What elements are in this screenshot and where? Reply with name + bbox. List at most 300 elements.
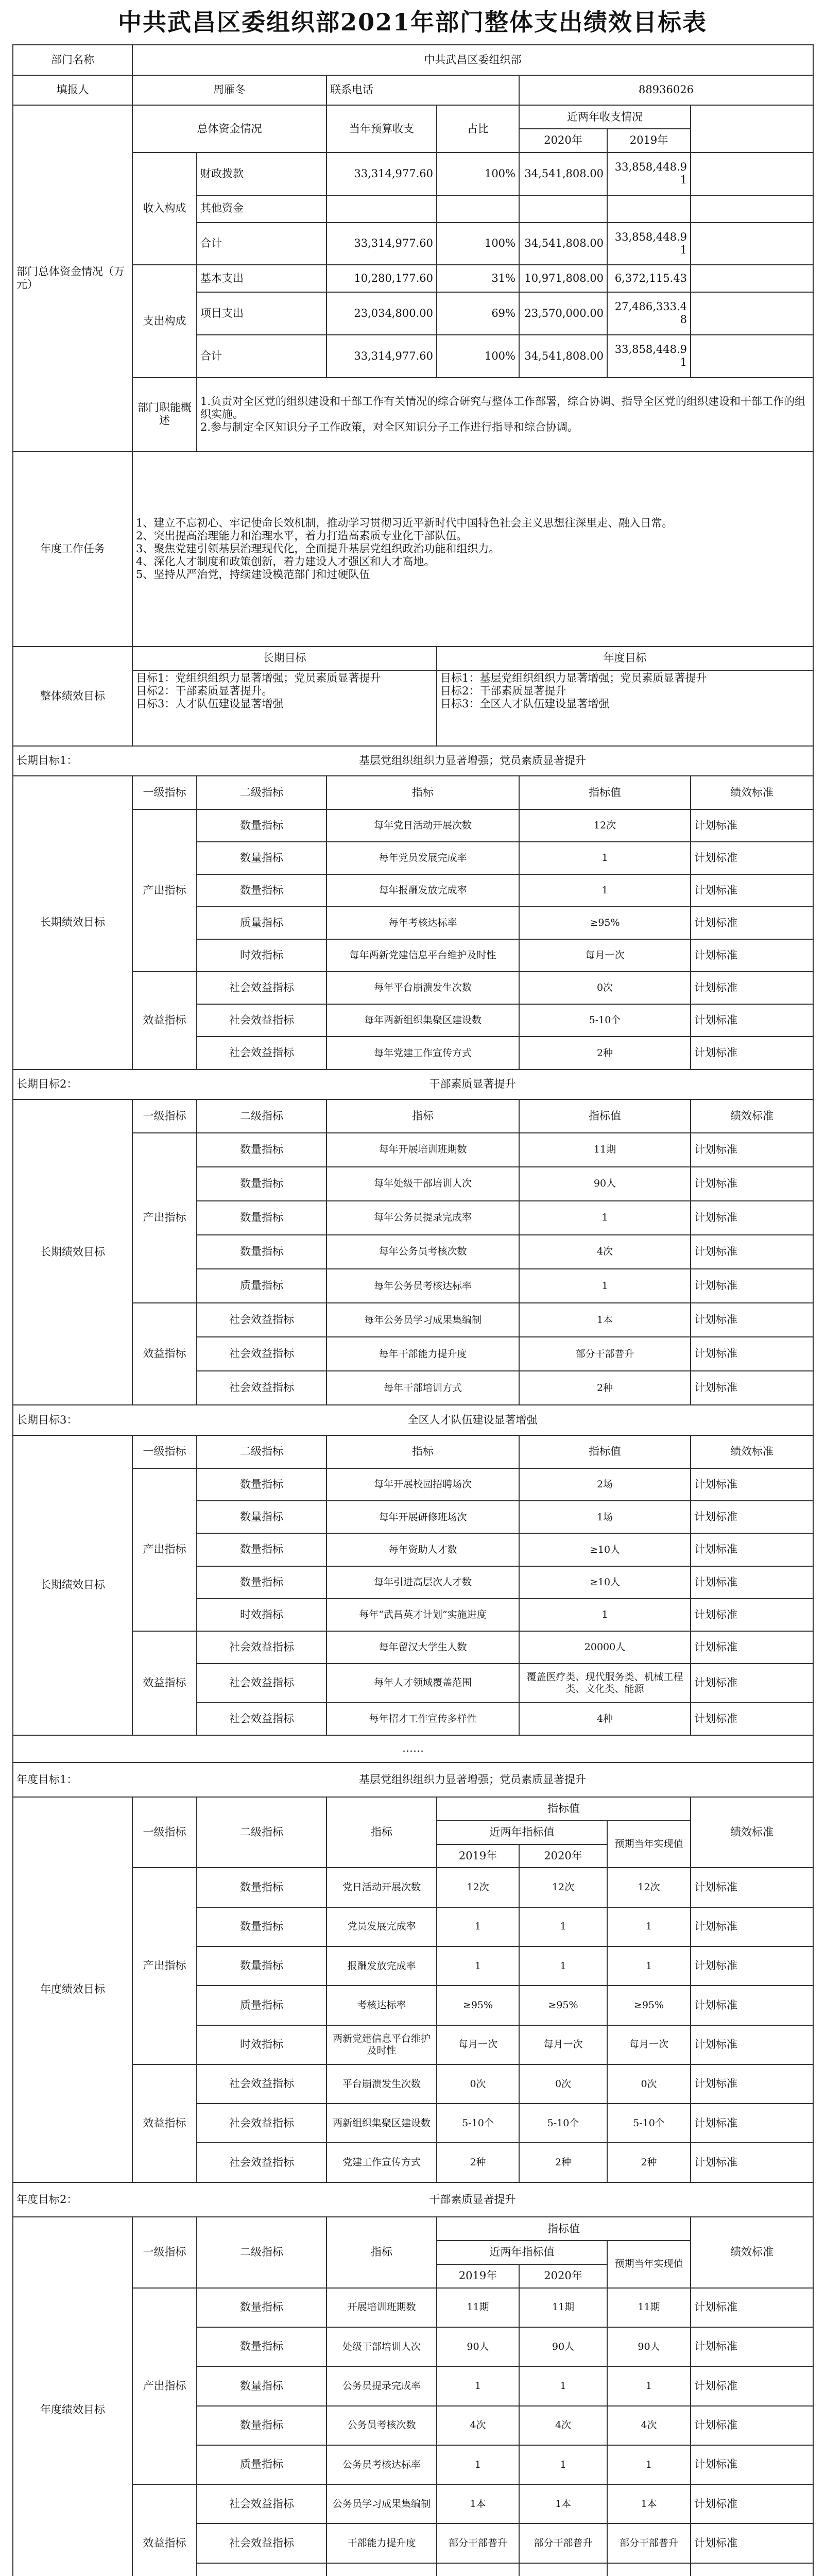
goal-label: 长期目标2：: [13, 1070, 132, 1100]
expected-header: 预期当年实现值: [607, 2241, 691, 2288]
goal-title: 干部素质显著提升: [132, 2182, 813, 2217]
value-header: 指标值: [437, 2217, 691, 2241]
level1-header: 一级指标: [132, 1797, 197, 1868]
table-row: [13, 1762, 813, 1798]
value-cell: 4次: [519, 1235, 691, 1269]
level2-cell: 质量指标: [197, 1269, 326, 1303]
indicator-cell: 每年“武昌英才计划”实施进度: [326, 1599, 519, 1631]
standard-cell: 计划标准: [691, 1501, 813, 1533]
value-2019: 1: [437, 2445, 519, 2484]
text-line: 目标2：干部素质显著提升: [440, 684, 566, 697]
value-2019: 1本: [437, 2484, 519, 2523]
indicator-cell: 每年引进高层次人才数: [326, 1566, 519, 1599]
indicator-cell: 党日活动开展次数: [326, 1868, 437, 1907]
standard-cell: 计划标准: [691, 1133, 813, 1167]
empty-cell: [691, 292, 813, 335]
value-2019: 4次: [437, 2406, 519, 2445]
goal-title: 基层党组织组织力显著增强；党员素质显著提升: [132, 746, 813, 776]
indicator-cell: 每年党员发展完成率: [326, 842, 519, 874]
goal-title: 干部素质显著提升: [132, 1070, 813, 1100]
value-cell: 1: [519, 1201, 691, 1235]
goal-title: 基层党组织组织力显著增强；党员素质显著提升: [132, 1762, 813, 1798]
value-header: 指标值: [519, 1435, 691, 1469]
value-2019: 部分干部普升: [437, 2523, 519, 2563]
indicator-header: 指标: [326, 776, 519, 809]
value-2019: 每月一次: [437, 2025, 519, 2064]
table-row: [13, 1435, 813, 1469]
indicator-cell: 每年公务员学习成果集编制: [326, 1303, 519, 1337]
level2-cell: 数量指标: [197, 1201, 326, 1235]
fund-budget: 33,314,977.60: [326, 223, 437, 265]
standard-cell: 计划标准: [691, 2523, 813, 2563]
level2-cell: 社会效益指标: [197, 1004, 326, 1037]
table-row: [13, 1099, 813, 1133]
level2-cell: 数量指标: [197, 1167, 326, 1201]
value-cell: 1本: [519, 1303, 691, 1337]
indicator-header: 指标: [326, 1435, 519, 1469]
value-cell: 0次: [519, 972, 691, 1004]
fund-2020: 34,541,808.00: [519, 152, 607, 195]
value-cell: 1: [519, 1599, 691, 1631]
table-row: [13, 265, 813, 292]
standard-cell: 计划标准: [691, 1599, 813, 1631]
annual-goal-header: 年度目标: [437, 647, 813, 670]
text-line: 目标1：党组织组织力显著增强；党员素质显著提升: [136, 671, 381, 684]
level2-cell: 社会效益指标: [197, 1303, 326, 1337]
indicator-cell: 两新组织集聚区建设数: [326, 2104, 437, 2143]
fund-2019: 33,858,448.91: [607, 335, 691, 378]
standard-cell: 计划标准: [691, 2445, 813, 2484]
value-2020: 每月一次: [519, 2025, 607, 2064]
table-row: [13, 809, 813, 842]
fund-2019: 6,372,115.43: [607, 265, 691, 292]
value-2020: 1: [519, 1946, 607, 1986]
value-cell: 90人: [519, 1167, 691, 1201]
funds-overall-header: 总体资金情况: [132, 105, 326, 152]
value-2020: 部分干部普升: [519, 2523, 607, 2563]
text-line: 目标1：基层党组织组织力显著增强；党员素质显著提升: [440, 671, 707, 684]
text-line: 目标2：干部素质显著提升。: [136, 684, 273, 697]
table-row: [13, 972, 813, 1004]
level2-cell: 社会效益指标: [197, 1664, 326, 1703]
value-cell: 部分干部普升: [519, 1337, 691, 1371]
indicator-cell: [326, 2563, 437, 2576]
level2-cell: 数量指标: [197, 1468, 326, 1501]
value-header: 指标值: [519, 1099, 691, 1133]
indicator-cell: 两新党建信息平台维护及时性: [326, 2025, 437, 2064]
indicator-cell: 每年处级干部培训人次: [326, 1167, 519, 1201]
level2-cell: 社会效益指标: [197, 972, 326, 1004]
duties-text: [197, 378, 813, 452]
value-2020: 11期: [519, 2288, 607, 2327]
indicator-cell: 每年留汉大学生人数: [326, 1631, 519, 1664]
fund-budget: 10,280,177.60: [326, 265, 437, 292]
fund-2020: [519, 195, 607, 223]
table-row: [13, 2182, 813, 2217]
level2-header: 二级指标: [197, 1435, 326, 1469]
level2-cell: 社会效益指标: [197, 1371, 326, 1405]
value-2020: 90人: [519, 2327, 607, 2366]
table-row: [13, 2217, 813, 2241]
table-row: [13, 1303, 813, 1337]
indicator-cell: 每年干部能力提升度: [326, 1337, 519, 1371]
goal-label: 年度目标1：: [13, 1762, 132, 1798]
empty-cell: [691, 265, 813, 292]
fund-2020: 10,971,808.00: [519, 265, 607, 292]
indicator-cell: 每年开展研修班场次: [326, 1501, 519, 1533]
recent-values-header: 近两年指标值: [437, 1821, 607, 1844]
fund-2020: 23,570,000.00: [519, 292, 607, 335]
text-line: 目标3：人才队伍建设显著增强: [136, 698, 284, 710]
table-row: [13, 45, 813, 75]
standard-cell: 计划标准: [691, 2143, 813, 2182]
table-row: [13, 776, 813, 809]
value-expected: 每月一次: [607, 2025, 691, 2064]
fund-2019: 27,486,333.48: [607, 292, 691, 335]
standard-cell: 计划标准: [691, 1303, 813, 1337]
long-goal-list: [132, 670, 437, 746]
fund-ratio: 100%: [437, 335, 519, 378]
table-row: [13, 1468, 813, 1501]
value-expected: 1: [607, 2366, 691, 2405]
standard-cell: 计划标准: [691, 1631, 813, 1664]
level2-cell: 数量指标: [197, 1566, 326, 1599]
fund-budget: 23,034,800.00: [326, 292, 437, 335]
level2-cell: 社会效益指标: [197, 2064, 326, 2104]
output-indicator-label: 产出指标: [132, 1868, 197, 2064]
fund-ratio: 100%: [437, 223, 519, 265]
level2-cell: 数量指标: [197, 2406, 326, 2445]
level2-cell: 社会效益指标: [197, 1703, 326, 1735]
text-line: 1.负责对全区党的组织建设和干部工作有关情况的综合研究与整体工作部署，综合协调、指导全区党的组织建设和干部工作的组织实施。: [200, 395, 806, 420]
standard-cell: 计划标准: [691, 1533, 813, 1566]
standard-cell: 计划标准: [691, 1703, 813, 1735]
fund-item-name: 其他资金: [197, 195, 326, 223]
table-row: [13, 647, 813, 670]
standard-cell: 计划标准: [691, 939, 813, 972]
output-indicator-label: 产出指标: [132, 809, 197, 972]
fund-2020: 34,541,808.00: [519, 335, 607, 378]
fund-budget: 33,314,977.60: [326, 152, 437, 195]
value-cell: 5-10个: [519, 1004, 691, 1037]
text-line: 1、建立不忘初心、牢记使命长效机制，推动学习贯彻习近平新时代中国特色社会主义思想往深里走、融入日常。: [136, 516, 673, 529]
value-2019: 5-10个: [437, 2104, 519, 2143]
value-2019: 1: [437, 2366, 519, 2405]
dept-value: 中共武昌区委组织部: [132, 45, 813, 75]
year-2019-header: 2019年: [437, 1844, 519, 1868]
standard-header: 绩效标准: [691, 776, 813, 809]
table-row: [13, 152, 813, 195]
standard-cell: 计划标准: [691, 1371, 813, 1405]
indicator-cell: 公务员考核达标率: [326, 2445, 437, 2484]
fund-ratio: 100%: [437, 152, 519, 195]
level2-header: 二级指标: [197, 1797, 326, 1868]
overall-goals-label: 整体绩效目标: [13, 647, 132, 746]
standard-cell: 计划标准: [691, 2366, 813, 2405]
empty-cell: [691, 152, 813, 195]
fund-item-name: 基本支出: [197, 265, 326, 292]
value-2020: 2种: [519, 2143, 607, 2182]
indicator-cell: 每年两新党建信息平台维护及时性: [326, 939, 519, 972]
standard-cell: [691, 2563, 813, 2576]
indicator-cell: 每年平台崩溃发生次数: [326, 972, 519, 1004]
standard-header: 绩效标准: [691, 1099, 813, 1133]
output-indicator-label: 产出指标: [132, 1133, 197, 1303]
table-row: [13, 1797, 813, 1821]
value-cell: 1: [519, 842, 691, 874]
value-cell: ≥10人: [519, 1566, 691, 1599]
funds-label: 部门总体资金情况（万元）: [13, 105, 132, 451]
goal-label: 长期目标1：: [13, 746, 132, 776]
expense-label: 支出构成: [132, 265, 197, 377]
empty-cell: [691, 335, 813, 378]
table-row: [13, 378, 813, 452]
long-perf-label: 长期绩效目标: [13, 776, 132, 1069]
level2-cell: 数量指标: [197, 1235, 326, 1269]
indicator-cell: 每年人才领域覆盖范围: [326, 1664, 519, 1703]
value-2020: 5-10个: [519, 2104, 607, 2143]
page-title: 中共武昌区委组织部2021年部门整体支出绩效目标表: [117, 8, 708, 36]
value-cell: 覆盖医疗类、现代服务类、机械工程类、文化类、能源: [519, 1664, 691, 1703]
value-2019: 2种: [437, 2143, 519, 2182]
table-row: [13, 451, 813, 647]
level1-header: 一级指标: [132, 1435, 197, 1469]
fund-item-name: 项目支出: [197, 292, 326, 335]
table-row: [13, 2288, 813, 2327]
value-2019: [437, 2563, 519, 2576]
level2-cell: 质量指标: [197, 1986, 326, 2025]
fund-budget: 33,314,977.60: [326, 335, 437, 378]
level2-cell: 社会效益指标: [197, 2523, 326, 2563]
fund-budget: [326, 195, 437, 223]
value-cell: 2种: [519, 1037, 691, 1069]
value-expected: 1: [607, 2445, 691, 2484]
indicator-cell: 报酬发放完成率: [326, 1946, 437, 1986]
value-expected: 12次: [607, 1868, 691, 1907]
indicator-cell: 每年报酬发放完成率: [326, 874, 519, 907]
level2-cell: 社会效益指标: [197, 1337, 326, 1371]
benefit-indicator-label: 效益指标: [132, 2484, 197, 2576]
duties-label: 部门职能概述: [132, 378, 197, 452]
indicator-cell: 干部能力提升度: [326, 2523, 437, 2563]
standard-cell: 计划标准: [691, 1664, 813, 1703]
indicator-cell: 每年公务员提录完成率: [326, 1201, 519, 1235]
year-2019-header: 2019年: [437, 2264, 519, 2288]
filler-label: 填报人: [13, 75, 132, 106]
table-row: [13, 746, 813, 776]
level1-header: 一级指标: [132, 776, 197, 809]
standard-cell: 计划标准: [691, 1468, 813, 1501]
funds-ratio-header: 占比: [437, 105, 519, 152]
output-indicator-label: 产出指标: [132, 1468, 197, 1631]
indicator-cell: 每年开展校园招聘场次: [326, 1468, 519, 1501]
level2-cell: 质量指标: [197, 2445, 326, 2484]
empty-cell: [691, 223, 813, 265]
table-row: [13, 1405, 813, 1435]
standard-cell: 计划标准: [691, 1566, 813, 1599]
ellipsis: ……: [13, 1735, 813, 1762]
indicator-cell: 每年考核达标率: [326, 907, 519, 939]
value-cell: ≥10人: [519, 1533, 691, 1566]
standard-cell: 计划标准: [691, 1907, 813, 1946]
year-2019: 2019年: [607, 129, 691, 152]
long-goal-header: 长期目标: [132, 647, 437, 670]
indicator-cell: 党建工作宣传方式: [326, 2143, 437, 2182]
indicator-header: 指标: [326, 1797, 437, 1868]
text-line: 目标3：全区人才队伍建设显著增强: [440, 698, 610, 710]
value-expected: 90人: [607, 2327, 691, 2366]
level2-cell: 数量指标: [197, 874, 326, 907]
value-expected: 4次: [607, 2406, 691, 2445]
fund-2019: [607, 195, 691, 223]
value-2019: 1: [437, 1946, 519, 1986]
value-cell: 1: [519, 874, 691, 907]
standard-cell: 计划标准: [691, 1201, 813, 1235]
indicator-header: 指标: [326, 1099, 519, 1133]
standard-cell: 计划标准: [691, 1037, 813, 1069]
fund-ratio: [437, 195, 519, 223]
level2-cell: 数量指标: [197, 1533, 326, 1566]
standard-cell: 计划标准: [691, 2327, 813, 2366]
value-expected: 1: [607, 1946, 691, 1986]
value-2020: [519, 2563, 607, 2576]
benefit-indicator-label: 效益指标: [132, 972, 197, 1069]
table-row: [13, 2484, 813, 2523]
level2-cell: 时效指标: [197, 939, 326, 972]
level2-cell: 数量指标: [197, 1946, 326, 1986]
text-line: 5、坚持从严治党，持续建设模范部门和过硬队伍: [136, 568, 370, 581]
value-cell: 2种: [519, 1371, 691, 1405]
indicator-cell: 每年公务员考核达标率: [326, 1269, 519, 1303]
empty-cell: [691, 105, 813, 152]
annual-perf-label: 年度绩效目标: [13, 2217, 132, 2576]
indicator-cell: 每年党日活动开展次数: [326, 809, 519, 842]
indicator-cell: 每年开展培训班期数: [326, 1133, 519, 1167]
indicator-cell: 党员发展完成率: [326, 1907, 437, 1946]
standard-cell: 计划标准: [691, 842, 813, 874]
level2-cell: 社会效益指标: [197, 2484, 326, 2523]
goal-title: 全区人才队伍建设显著增强: [132, 1405, 813, 1435]
indicator-cell: 每年公务员考核次数: [326, 1235, 519, 1269]
value-expected: 5-10个: [607, 2104, 691, 2143]
standard-cell: 计划标准: [691, 1946, 813, 1986]
value-2020: 1: [519, 1907, 607, 1946]
level1-header: 一级指标: [132, 2217, 197, 2287]
level2-cell: 数量指标: [197, 1907, 326, 1946]
table-row: [13, 105, 813, 129]
level2-cell: 社会效益指标: [197, 2104, 326, 2143]
indicator-cell: 每年两新组织集聚区建设数: [326, 1004, 519, 1037]
table-row: [13, 1070, 813, 1100]
indicator-cell: 公务员提录完成率: [326, 2366, 437, 2405]
standard-cell: 计划标准: [691, 2288, 813, 2327]
value-expected: ≥95%: [607, 1986, 691, 2025]
value-cell: 1场: [519, 1501, 691, 1533]
indicator-cell: 平台崩溃发生次数: [326, 2064, 437, 2104]
value-expected: 1本: [607, 2484, 691, 2523]
indicator-cell: 公务员考核次数: [326, 2406, 437, 2445]
annual-goal-list: [437, 670, 813, 746]
value-cell: 20000人: [519, 1631, 691, 1664]
indicator-cell: 每年党建工作宣传方式: [326, 1037, 519, 1069]
standard-cell: 计划标准: [691, 1004, 813, 1037]
level2-cell: 数量指标: [197, 842, 326, 874]
recent-values-header: 近两年指标值: [437, 2241, 607, 2264]
funds-budget-header: 当年预算收支: [326, 105, 437, 152]
indicator-cell: 公务员学习成果集编制: [326, 2484, 437, 2523]
value-2019: 0次: [437, 2064, 519, 2104]
level2-cell: 数量指标: [197, 2366, 326, 2405]
year-2020: 2020年: [519, 129, 607, 152]
value-2019: 12次: [437, 1868, 519, 1907]
standard-cell: 计划标准: [691, 809, 813, 842]
tasks-label: 年度工作任务: [13, 451, 132, 647]
value-2020: 1本: [519, 2484, 607, 2523]
table-row: [13, 1631, 813, 1664]
value-2020: 4次: [519, 2406, 607, 2445]
indicator-cell: 开展培训班期数: [326, 2288, 437, 2327]
text-line: 4、深化人才制度和政策创新，着力建设人才强区和人才高地。: [136, 555, 435, 568]
long-perf-label: 长期绩效目标: [13, 1435, 132, 1735]
level2-cell: 社会效益指标: [197, 2143, 326, 2182]
indicator-cell: 考核达标率: [326, 1986, 437, 2025]
expected-header: 预期当年实现值: [607, 1821, 691, 1868]
table-row: [13, 1133, 813, 1167]
value-expected: [607, 2563, 691, 2576]
level2-cell: 数量指标: [197, 1868, 326, 1907]
value-2019: 11期: [437, 2288, 519, 2327]
value-cell: 每月一次: [519, 939, 691, 972]
year-2020-header: 2020年: [519, 1844, 607, 1868]
indicator-cell: 每年招才工作宣传多样性: [326, 1703, 519, 1735]
table-row: [13, 2064, 813, 2104]
level1-header: 一级指标: [132, 1099, 197, 1133]
table-row: [13, 1735, 813, 1762]
standard-cell: 计划标准: [691, 874, 813, 907]
fund-2019: 33,858,448.91: [607, 223, 691, 265]
standard-header: 绩效标准: [691, 2217, 813, 2287]
value-expected: 1: [607, 1907, 691, 1946]
phone-label: 联系电话: [326, 75, 519, 106]
standard-cell: 计划标准: [691, 1337, 813, 1371]
standard-cell: 计划标准: [691, 972, 813, 1004]
value-expected: 0次: [607, 2064, 691, 2104]
standard-cell: 计划标准: [691, 2484, 813, 2523]
level2-header: 二级指标: [197, 1099, 326, 1133]
indicator-cell: 每年干部培训方式: [326, 1371, 519, 1405]
goal-label: 年度目标2：: [13, 2182, 132, 2217]
value-cell: 4种: [519, 1703, 691, 1735]
fund-ratio: 69%: [437, 292, 519, 335]
benefit-indicator-label: 效益指标: [132, 1631, 197, 1735]
table-row: [13, 670, 813, 746]
year-2020-header: 2020年: [519, 2264, 607, 2288]
value-2019: ≥95%: [437, 1986, 519, 2025]
value-2020: 12次: [519, 1868, 607, 1907]
value-2019: 1: [437, 1907, 519, 1946]
text-line: 2、突出提高治理能力和治理水平，着力打造高素质专业化干部队伍。: [136, 529, 468, 542]
standard-cell: 计划标准: [691, 2406, 813, 2445]
indicator-cell: 处级干部培训人次: [326, 2327, 437, 2366]
standard-cell: 计划标准: [691, 1868, 813, 1907]
benefit-indicator-label: 效益指标: [132, 2064, 197, 2182]
goal-label: 长期目标3：: [13, 1405, 132, 1435]
fund-item-name: 合计: [197, 223, 326, 265]
text-line: 3、聚焦党建引领基层治理现代化，全面提升基层党组织政治功能和组织力。: [136, 543, 500, 555]
value-expected: 11期: [607, 2288, 691, 2327]
level2-cell: 数量指标: [197, 809, 326, 842]
value-cell: 2场: [519, 1468, 691, 1501]
